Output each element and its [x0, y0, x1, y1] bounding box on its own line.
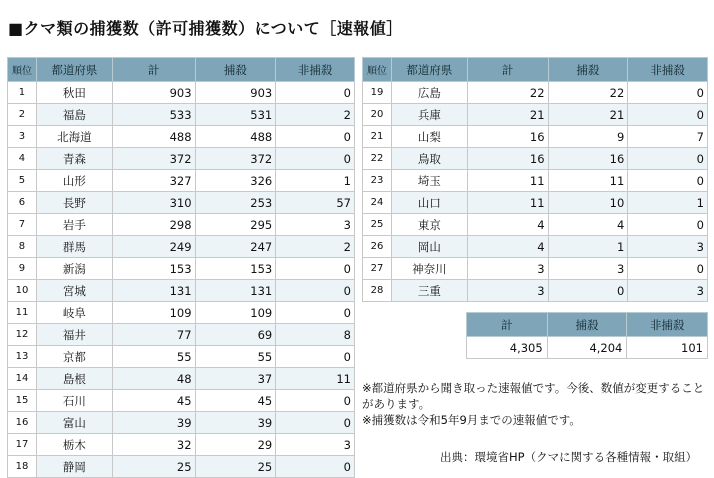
culled-cell: 253	[195, 192, 276, 214]
total-cell: 39	[112, 412, 195, 434]
table-row	[363, 82, 708, 104]
culled-cell: 295	[195, 214, 276, 236]
culled-cell: 10	[548, 192, 628, 214]
prefecture-cell: 岩手	[36, 214, 112, 236]
header-total: 計	[112, 58, 195, 82]
prefecture-cell: 山口	[391, 192, 467, 214]
rank-cell: 16	[8, 412, 37, 434]
not-culled-cell: 0	[276, 280, 355, 302]
culled-cell: 4	[548, 214, 628, 236]
table-row	[8, 214, 355, 236]
total-cell: 153	[112, 258, 195, 280]
total-cell: 903	[112, 82, 195, 104]
rank-cell: 20	[363, 104, 392, 126]
rank-cell: 3	[8, 126, 37, 148]
table-row	[363, 236, 708, 258]
total-cell: 3	[467, 280, 548, 302]
culled-cell: 372	[195, 148, 276, 170]
table-row	[8, 456, 355, 478]
total-cell: 77	[112, 324, 195, 346]
table-row	[8, 192, 355, 214]
not-culled-cell: 0	[276, 346, 355, 368]
header-total: 計	[467, 58, 548, 82]
rank-cell: 9	[8, 258, 37, 280]
culled-cell: 22	[548, 82, 628, 104]
prefecture-cell: 島根	[36, 368, 112, 390]
header-prefecture: 都道府県	[36, 58, 112, 82]
not-culled-cell: 0	[628, 82, 708, 104]
culled-cell: 0	[548, 280, 628, 302]
rank-cell: 2	[8, 104, 37, 126]
not-culled-cell: 0	[276, 302, 355, 324]
header-rank: 順位	[363, 58, 392, 82]
rank-cell: 15	[8, 390, 37, 412]
rank-cell: 13	[8, 346, 37, 368]
total-cell: 488	[112, 126, 195, 148]
prefecture-cell: 新潟	[36, 258, 112, 280]
table-row	[363, 126, 708, 148]
not-culled-cell: 0	[276, 258, 355, 280]
culled-cell: 109	[195, 302, 276, 324]
prefecture-cell: 群馬	[36, 236, 112, 258]
not-culled-cell: 7	[628, 126, 708, 148]
not-culled-cell: 11	[276, 368, 355, 390]
culled-cell: 247	[195, 236, 276, 258]
rank-cell: 28	[363, 280, 392, 302]
culled-cell: 11	[548, 170, 628, 192]
table-row	[8, 236, 355, 258]
table-row	[363, 104, 708, 126]
total-cell: 109	[112, 302, 195, 324]
table-row	[8, 148, 355, 170]
totals-table	[466, 312, 708, 359]
note-period: ※捕獲数は令和5年9月までの速報値です。	[362, 413, 581, 427]
table-row	[8, 412, 355, 434]
table-row	[8, 280, 355, 302]
total-cell: 45	[112, 390, 195, 412]
header-culled: 捕殺	[548, 58, 628, 82]
table-row	[363, 214, 708, 236]
table-row	[8, 368, 355, 390]
table-row	[363, 258, 708, 280]
not-culled-cell: 0	[276, 390, 355, 412]
prefecture-cell: 兵庫	[391, 104, 467, 126]
not-culled-cell: 2	[276, 104, 355, 126]
total-cell: 3	[467, 258, 548, 280]
prefecture-cell: 神奈川	[391, 258, 467, 280]
table-row	[8, 346, 355, 368]
culled-cell: 9	[548, 126, 628, 148]
table-row	[363, 192, 708, 214]
ranking-table-right	[362, 57, 708, 302]
prefecture-cell: 北海道	[36, 126, 112, 148]
culled-cell: 39	[195, 412, 276, 434]
total-cell: 48	[112, 368, 195, 390]
not-culled-cell: 57	[276, 192, 355, 214]
header-not-culled: 非捕殺	[276, 58, 355, 82]
not-culled-cell: 0	[628, 148, 708, 170]
culled-cell: 37	[195, 368, 276, 390]
total-cell: 249	[112, 236, 195, 258]
header-prefecture: 都道府県	[391, 58, 467, 82]
total-cell: 55	[112, 346, 195, 368]
not-culled-cell: 0	[276, 148, 355, 170]
total-cell: 32	[112, 434, 195, 456]
not-culled-cell: 0	[628, 170, 708, 192]
totals-row	[467, 337, 708, 359]
table-row	[363, 148, 708, 170]
prefecture-cell: 福井	[36, 324, 112, 346]
prefecture-cell: 岐阜	[36, 302, 112, 324]
total-cell: 310	[112, 192, 195, 214]
not-culled-cell: 0	[276, 412, 355, 434]
culled-cell: 903	[195, 82, 276, 104]
rank-cell: 27	[363, 258, 392, 280]
total-cell: 372	[112, 148, 195, 170]
note-preliminary: ※都道府県から聞き取った速報値です。今後、数値が変更することがあります。	[362, 381, 705, 411]
culled-cell: 1	[548, 236, 628, 258]
culled-cell: 45	[195, 390, 276, 412]
prefecture-cell: 京都	[36, 346, 112, 368]
not-culled-cell: 1	[276, 170, 355, 192]
rank-cell: 26	[363, 236, 392, 258]
rank-cell: 22	[363, 148, 392, 170]
totals-header-culled: 捕殺	[547, 313, 627, 337]
culled-cell: 16	[548, 148, 628, 170]
not-culled-cell: 0	[276, 82, 355, 104]
prefecture-cell: 長野	[36, 192, 112, 214]
prefecture-cell: 山梨	[391, 126, 467, 148]
table-header-row	[363, 58, 708, 82]
not-culled-cell: 0	[628, 104, 708, 126]
culled-cell: 531	[195, 104, 276, 126]
culled-cell: 69	[195, 324, 276, 346]
not-culled-cell: 3	[628, 236, 708, 258]
total-cell: 22	[467, 82, 548, 104]
total-cell: 21	[467, 104, 548, 126]
table-row	[8, 126, 355, 148]
rank-cell: 14	[8, 368, 37, 390]
totals-total-value: 4,305	[467, 337, 548, 359]
prefecture-cell: 岡山	[391, 236, 467, 258]
not-culled-cell: 1	[628, 192, 708, 214]
not-culled-cell: 0	[276, 126, 355, 148]
totals-header-total: 計	[467, 313, 548, 337]
not-culled-cell: 3	[276, 434, 355, 456]
ranking-table-left	[7, 57, 355, 478]
table-row	[8, 82, 355, 104]
culled-cell: 131	[195, 280, 276, 302]
prefecture-cell: 福島	[36, 104, 112, 126]
culled-cell: 29	[195, 434, 276, 456]
prefecture-cell: 山形	[36, 170, 112, 192]
header-culled: 捕殺	[195, 58, 276, 82]
culled-cell: 3	[548, 258, 628, 280]
prefecture-cell: 埼玉	[391, 170, 467, 192]
culled-cell: 25	[195, 456, 276, 478]
totals-header-row	[467, 313, 708, 337]
prefecture-cell: 鳥取	[391, 148, 467, 170]
not-culled-cell: 3	[276, 214, 355, 236]
totals-culled-value: 4,204	[547, 337, 627, 359]
table-row	[8, 104, 355, 126]
total-cell: 533	[112, 104, 195, 126]
table-row	[8, 170, 355, 192]
rank-cell: 1	[8, 82, 37, 104]
prefecture-cell: 秋田	[36, 82, 112, 104]
prefecture-cell: 静岡	[36, 456, 112, 478]
table-row	[8, 302, 355, 324]
rank-cell: 18	[8, 456, 37, 478]
total-cell: 298	[112, 214, 195, 236]
table-header-row	[8, 58, 355, 82]
prefecture-cell: 栃木	[36, 434, 112, 456]
culled-cell: 488	[195, 126, 276, 148]
header-not-culled: 非捕殺	[628, 58, 708, 82]
prefecture-cell: 青森	[36, 148, 112, 170]
totals-header-not-culled: 非捕殺	[627, 313, 708, 337]
header-rank: 順位	[8, 58, 37, 82]
table-row	[363, 280, 708, 302]
table-row	[8, 258, 355, 280]
table-row	[363, 170, 708, 192]
rank-cell: 12	[8, 324, 37, 346]
rank-cell: 4	[8, 148, 37, 170]
not-culled-cell: 0	[628, 258, 708, 280]
rank-cell: 21	[363, 126, 392, 148]
rank-cell: 11	[8, 302, 37, 324]
prefecture-cell: 石川	[36, 390, 112, 412]
notes	[362, 380, 710, 428]
total-cell: 4	[467, 236, 548, 258]
total-cell: 11	[467, 170, 548, 192]
total-cell: 131	[112, 280, 195, 302]
total-cell: 4	[467, 214, 548, 236]
total-cell: 25	[112, 456, 195, 478]
total-cell: 11	[467, 192, 548, 214]
not-culled-cell: 8	[276, 324, 355, 346]
rank-cell: 6	[8, 192, 37, 214]
rank-cell: 25	[363, 214, 392, 236]
rank-cell: 10	[8, 280, 37, 302]
source-citation: 出典：環境省HP（クマに関する各種情報・取組）	[440, 450, 698, 464]
culled-cell: 55	[195, 346, 276, 368]
prefecture-cell: 三重	[391, 280, 467, 302]
not-culled-cell: 3	[628, 280, 708, 302]
totals-not-culled-value: 101	[627, 337, 708, 359]
not-culled-cell: 2	[276, 236, 355, 258]
prefecture-cell: 富山	[36, 412, 112, 434]
prefecture-cell: 広島	[391, 82, 467, 104]
table-row	[8, 390, 355, 412]
rank-cell: 7	[8, 214, 37, 236]
prefecture-cell: 宮城	[36, 280, 112, 302]
rank-cell: 5	[8, 170, 37, 192]
culled-cell: 21	[548, 104, 628, 126]
culled-cell: 153	[195, 258, 276, 280]
prefecture-cell: 東京	[391, 214, 467, 236]
table-row	[8, 324, 355, 346]
rank-cell: 19	[363, 82, 392, 104]
total-cell: 16	[467, 148, 548, 170]
rank-cell: 24	[363, 192, 392, 214]
total-cell: 16	[467, 126, 548, 148]
total-cell: 327	[112, 170, 195, 192]
rank-cell: 23	[363, 170, 392, 192]
rank-cell: 17	[8, 434, 37, 456]
not-culled-cell: 0	[276, 456, 355, 478]
page-title: ■クマ類の捕獲数（許可捕獲数）について［速報値］	[8, 19, 403, 38]
not-culled-cell: 0	[628, 214, 708, 236]
table-row	[8, 434, 355, 456]
culled-cell: 326	[195, 170, 276, 192]
rank-cell: 8	[8, 236, 37, 258]
